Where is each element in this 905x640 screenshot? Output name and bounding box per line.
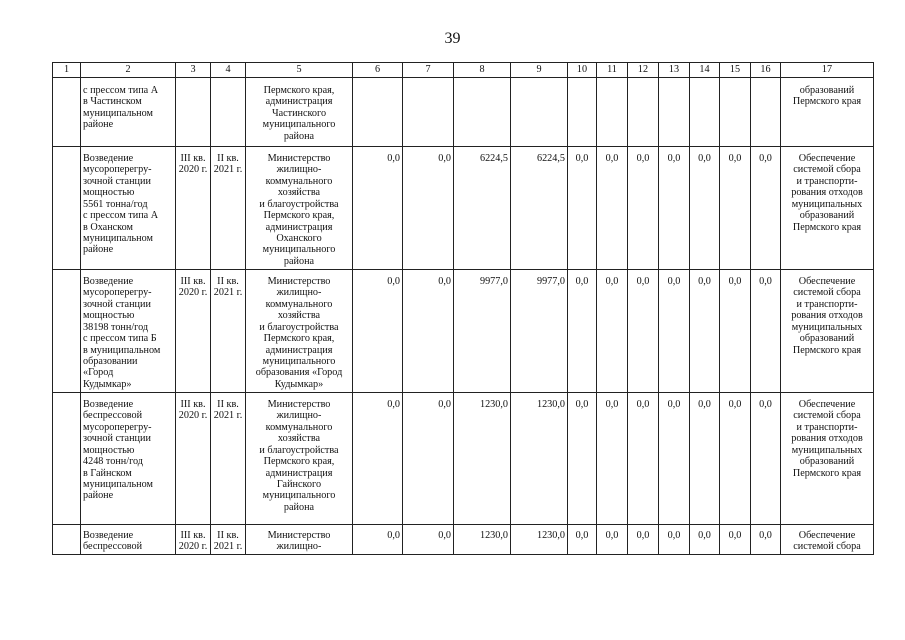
table-cell: 0,0 [568,393,597,525]
table-cell: 0,0 [353,525,403,555]
table-cell [353,78,403,147]
column-number: 11 [597,63,628,78]
table-cell [751,78,781,147]
table-cell: с прессом типа А в Частинском муниципальном районе [81,78,176,147]
column-number: 10 [568,63,597,78]
table-cell: 0,0 [751,270,781,393]
table-cell: Обеспечение системой сбора и транспорти- рования отходов муниципальных образований Пермского края [781,147,874,270]
table-cell [176,78,211,147]
table-cell: 0,0 [751,525,781,555]
table-cell: III кв. 2020 г. [176,270,211,393]
table-cell: 0,0 [403,270,454,393]
table-cell: 0,0 [568,147,597,270]
column-number: 4 [211,63,246,78]
table-cell: Обеспечение системой сбора и транспорти- рования отходов муниципальных образований Пермского края [781,393,874,525]
table-cell [568,78,597,147]
table-cell: 0,0 [353,147,403,270]
table-cell [720,78,751,147]
table-cell: II кв. 2021 г. [211,525,246,555]
table-cell: Пермского края, администрация Частинского муниципального района [246,78,353,147]
table-cell: 0,0 [597,147,628,270]
table-cell: Возведение беспрессовой [81,525,176,555]
table-cell: 0,0 [597,525,628,555]
table-cell: 0,0 [659,270,690,393]
table-cell: 1230,0 [454,393,511,525]
column-number: 17 [781,63,874,78]
table-cell [53,78,81,147]
table-cell: образований Пермского края [781,78,874,147]
table-cell: II кв. 2021 г. [211,147,246,270]
table-cell: 0,0 [720,393,751,525]
table-cell: 1230,0 [511,393,568,525]
table-cell: 0,0 [690,270,720,393]
table-cell: 0,0 [659,393,690,525]
table-row [53,525,874,555]
column-number: 15 [720,63,751,78]
table-cell: 0,0 [403,393,454,525]
table-cell [628,78,659,147]
table-cell: III кв. 2020 г. [176,525,211,555]
table-cell: 0,0 [403,525,454,555]
column-number: 2 [81,63,176,78]
table-cell: 0,0 [690,525,720,555]
table-row [53,393,874,525]
table-cell [211,78,246,147]
page-number: 39 [444,30,461,47]
table-cell: III кв. 2020 г. [176,147,211,270]
table-cell: 0,0 [628,147,659,270]
table-cell: 0,0 [751,393,781,525]
table-row [53,270,874,393]
table-cell: 0,0 [597,393,628,525]
table-cell: 0,0 [690,147,720,270]
table-cell: 0,0 [720,147,751,270]
table-cell: 0,0 [403,147,454,270]
table-cell: Обеспечение системой сбора [781,525,874,555]
table-cell: 0,0 [690,393,720,525]
table-cell [690,78,720,147]
column-number: 13 [659,63,690,78]
table-cell: 0,0 [568,525,597,555]
table-cell: Обеспечение системой сбора и транспорти- рования отходов муниципальных образований Пермского края [781,270,874,393]
activities-table [52,62,874,555]
column-number-row [53,63,874,78]
table-cell [454,78,511,147]
table-cell [53,525,81,555]
table-cell: III кв. 2020 г. [176,393,211,525]
table-cell: 9977,0 [454,270,511,393]
table-row [53,147,874,270]
table-cell: Министерство жилищно- коммунального хозяйства и благоустройства Пермского края, администрация муниципального образования «Город Кудымкар» [246,270,353,393]
table-row [53,78,874,147]
column-number: 16 [751,63,781,78]
table-cell: 0,0 [659,147,690,270]
table-cell: Возведение мусороперегру- зочной станции мощностью 5561 тонна/год с прессом типа А в Оханском муниципальном районе [81,147,176,270]
table-cell [511,78,568,147]
table-cell: 0,0 [628,270,659,393]
table-cell: 0,0 [659,525,690,555]
column-number: 6 [353,63,403,78]
table-cell: II кв. 2021 г. [211,270,246,393]
table-cell: Министерство жилищно- коммунального хозяйства и благоустройства Пермского края, администрация Оханского муниципального района [246,147,353,270]
table-cell: 0,0 [720,270,751,393]
table-cell: 1230,0 [511,525,568,555]
column-number: 9 [511,63,568,78]
table-cell [659,78,690,147]
column-number: 7 [403,63,454,78]
table-cell: 0,0 [751,147,781,270]
table-cell: II кв. 2021 г. [211,393,246,525]
table-cell: 6224,5 [454,147,511,270]
table-cell [403,78,454,147]
table-cell: Министерство жилищно- коммунального хозяйства и благоустройства Пермского края, администрация Гайнского муниципального района [246,393,353,525]
table-cell [53,393,81,525]
table-cell [597,78,628,147]
table-cell: Возведение мусороперегру- зочной станции мощностью 38198 тонн/год с прессом типа Б в муниципальном образовании «Город Кудымкар» [81,270,176,393]
table-cell [53,270,81,393]
column-number: 12 [628,63,659,78]
table-cell: Министерство жилищно- [246,525,353,555]
table-cell [53,147,81,270]
table-cell: 9977,0 [511,270,568,393]
table-cell: 1230,0 [454,525,511,555]
column-number: 1 [53,63,81,78]
table-cell: 0,0 [628,393,659,525]
column-number: 5 [246,63,353,78]
table-cell: Возведение беспрессовой мусороперегру- зочной станции мощностью 4248 тонн/год в Гайнском муниципальном районе [81,393,176,525]
table-cell: 0,0 [628,525,659,555]
table-cell: 0,0 [353,270,403,393]
column-number: 3 [176,63,211,78]
table-cell: 0,0 [597,270,628,393]
table-cell: 0,0 [568,270,597,393]
table-cell: 0,0 [720,525,751,555]
column-number: 8 [454,63,511,78]
column-number: 14 [690,63,720,78]
table-cell: 6224,5 [511,147,568,270]
table-cell: 0,0 [353,393,403,525]
